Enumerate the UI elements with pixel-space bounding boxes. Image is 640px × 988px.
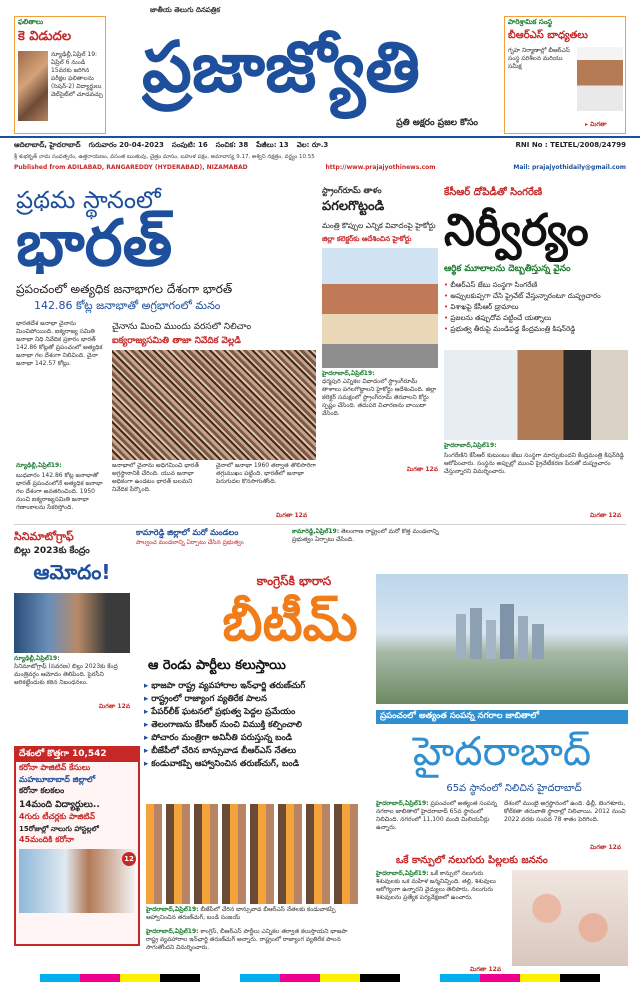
singareni-text: సింగరేణిని కేసీఆర్ కుటుంబం జేబు సంస్థగా మార్చుకుందని కేంద్రమంత్రి కిషన్‌రెడ్డి ఆరోపించారు. సంస్థను అప్పుల్లో ముంచి ప్రైవేటీకరణ పేరుతో దుష్ప్రచారం చేస్తున్నారని విమర్శించారు. [444,452,624,475]
btm-headline[interactable]: బీటీమ్ [222,593,358,653]
kishan-photo [444,350,628,440]
rni-number: RNI No : TELTEL/2008/24799 [515,141,626,149]
lead-col-1: బుధవారం 142.86 కోట్ల జనాభాతో భారత్ ప్రపంచంలోనే అత్యధిక జనాభా గల దేశంగా అవతరించింది. 1950 నుంచి ఐక్యరాజ్యసమితి జనాభా గణాంకాలను సేకరిస్తోంది. [16,472,103,511]
birth-headline[interactable]: ఒకే కాన్పులో నలుగురు పిల్లలకు జననం [396,855,548,866]
btm-points [144,680,376,776]
left-teaser-kicker: ఫలితాలు [18,18,44,26]
bjp-photo-caption [146,906,360,926]
hyderabad-col-1-text: ప్రపంచంలో అత్యంత సంపన్న నగరాల జాబితాలో హైదరాబాద్ 65వ స్థానంలో నిలిచింది. నగరంలో 11,100 మంది మిలియనీర్లు ఉన్నారు. [376,800,497,831]
singareni-point: • ప్రజలను తప్పుదోవ పట్టించే యత్నాలు [444,313,628,324]
panchangam: శ్రీ శుభకృత్ నామ సంవత్సరం, ఉత్తరాయణం, వసంత ఋతువు, చైత్రం మాసం, బహుళ పక్షం, అమావాస్య 9.17, అశ్విని నక్షత్రం, వర్జ్యం 10.55 [14,154,315,160]
minister-photo [14,593,130,653]
singareni-point: • ప్రభుత్వ తీరుపై మండిపడ్డ కేంద్రమంత్రి కిషన్‌రెడ్డి [444,324,628,335]
covid-test-photo [19,849,135,913]
singareni-headline[interactable]: నిర్వీర్యం [444,205,589,256]
lead-intro [16,320,106,460]
hyderabad-more[interactable]: మిగతా 12వ [590,844,622,851]
price: వెల: రూ.3 [296,141,329,149]
singareni-more[interactable]: మిగతా 12వ [590,512,622,519]
covid-line-2: కరోనా పాజిటివ్ కేసులు [19,763,91,772]
singareni-kicker: కేసీఆర్ దోపిడీతో సింగరేణి [444,187,543,198]
btm-point: ▸ బీజేపీలో చేరిన బాన్సువాడ బీఆర్ఎస్ నేతలు [144,745,376,758]
left-teaser-headline: కె విడుదల [18,29,72,44]
newspaper-tagline: జాతీయ తెలుగు దినపత్రిక [150,6,220,14]
newspaper-title[interactable]: ప్రజాజ్యోతి [142,26,420,108]
btm-subhead: ఆ రెండు పార్టీలు కలుస్తాయి [148,658,286,673]
right-teaser-kicker: పారిశ్రామిక సంస్థ [508,18,553,26]
singareni-subhead: ఆర్థిక మూలాలను దెబ్బతీస్తున్న వైనం [444,264,571,274]
btm-kicker: కాంగ్రెస్‌కి భారాస [256,574,332,588]
volume: సంపుటి: 16 [171,141,208,149]
edition: ఆదిలాబాద్, హైదరాబాద్ [14,141,81,149]
bjp-caption-dateline: హైదరాబాద్,ఏప్రిల్19: [146,906,199,913]
btm-point: ▸ కండువాకప్పి ఆహ్వానించిన తరుణ్‌చుగ్, బండి [144,758,376,771]
hyderabad-skyline-photo [376,574,628,704]
sidebar-subhead: మంత్రి కొప్పుల ఎన్నిక వివాదంపై హైకోర్టు [322,221,436,230]
china-line: చైనాను మించి ముందు వరసలో నిలిచాం [112,322,252,332]
un-line: ఐక్యరాజ్యసమితి తాజా నివేదిక వెల్లడి [112,336,241,346]
covid-item-2: 4గురు టీచర్లకు పాజిటివ్ [19,812,95,821]
btm-point: ▸ పోచారం మంత్రిగా అవినీతి పరుస్తున్న బండి [144,732,376,745]
covid-item-4: 45మందికి కరోనా [19,835,74,844]
kamareddy-body: తెలంగాణ రాష్ట్రంలో మరో కొత్త మండలాన్ని ప్రభుత్వం ఏర్పాటు చేసింది. [292,528,439,543]
bjp-caption-text: బీజేపీలో చేరిన బాన్సువాడ బీఆర్ఎస్ నేతలకు కండువాకప్పి ఆహ్వానించిన తరుణ్‌చుగ్, బండి సంజయ్ [146,906,336,921]
btm-point: ▸ రాష్ట్రంలో రాజ్యాంగ వ్యతిరేక పాలన [144,693,376,706]
right-teaser-text: గృహ నిర్మాణాల్లో బీఆర్ఎస్ సంస్థ పరిశీలన మరియు సమీక్ష [508,47,570,70]
bjp-joining-photo [146,804,360,904]
mail-link[interactable]: Mail: prajajyothidaily@gmail.com [513,164,626,171]
published-from: Published from ADILABAD, RANGAREDDY (HYDERABAD), NIZAMABAD [14,164,248,171]
sidebar-note: జిల్లా కలెక్టర్‌కు ఆదేశించిన హైకోర్టు [322,235,412,243]
cinema-headline: ఆమోదం! [33,560,111,584]
sidebar-dateline: హైదరాబాద్,ఏప్రిల్19: [322,370,375,377]
birth-story [376,870,508,966]
sidebar-more[interactable]: మిగతా 12వ [406,466,438,473]
covid-item-1: 14మంది విద్యార్థులు.. [19,800,100,810]
newborns-photo [512,870,628,966]
official-portrait [577,47,623,111]
btm-dateline: హైదరాబాద్,ఏప్రిల్19: [146,928,199,935]
btm-story-text [146,928,360,968]
lead-col-2: జనాభాలో చైనాను అధిగమించి భారత్ అగ్రస్థానానికి చేరింది. యువ జనాభా అధికంగా ఉండటం భారత్ బలమని నివేదిక పేర్కొంది. [112,462,200,493]
birth-more[interactable]: మిగతా 12వ [470,966,502,973]
kamareddy-label: కామారెడ్డి జిల్లాలో మరో మండలం [136,528,239,537]
covid-item-3: 15రోజుల్లో నాలుగు హాస్టల్లలో [19,825,99,833]
website-link[interactable]: http://www.prajajyothinews.com [325,164,436,171]
birth-text: ఒకే కాన్పులో నలుగురు శిశువులకు ఒక మహిళ జన్మనిచ్చింది. తల్లి, శిశువులు ఆరోగ్యంగా ఉన్నారని వైద్యులు తెలిపారు. నలుగురు శిశువులను ప్రత్యేక పర్యవేక్షణలో ఉంచారు. [376,870,496,901]
sidebar-story[interactable] [322,186,438,522]
hyderabad-col-1 [376,800,498,850]
left-teaser-text: న్యూఢిల్లీ,ఏప్రిల్ 19: ఏప్రిల్ 6 నుండి 15వరకు జరిగిన పరీక్షల ఫలితాలను (సెషన్-2) విద్యార్థులు వెబ్‌సైట్‌లో చూడవచ్చు [51,51,103,98]
btm-point: ▸ పేపర్‌లీక్ ఘటనలో ప్రభుత్వ పెద్దల ప్రమేయం [144,706,376,719]
lead-col-3: చైనాలో జనాభా 1960 తర్వాత తొలిసారిగా తగ్గుముఖం పట్టింది. భారత్‌లో జనాభా పెరుగుదల కొనసాగుతోంది. [216,462,316,485]
hyderabad-col-2: దేశంలో ముంబై అగ్రస్థానంలో ఉంది. ఢిల్లీ, బెంగళూరు, కోల్‌కతా తరువాతి స్థానాల్లో నిలిచాయి. 2012 నుంచి 2022 వరకు సంపద 78 శాతం పెరిగింది. [504,800,626,823]
cinema-text: సినిమాటోగ్రాఫ్ (సవరణ) బిల్లు 2023కు కేంద్ర మంత్రివర్గం ఆమోదం తెలిపింది. పైరసీని అరికట్టేందుకు కఠిన నిబంధనలు. [14,663,118,686]
lead-kicker: ప్రథమ స్థానంలో [16,186,161,214]
kamareddy-dateline: కామారెడ్డి,ఏప్రిల్19: [292,528,340,535]
sidebar-kicker: స్ట్రాంగ్‌రూమ్ తాళం [322,186,382,195]
lead-deck: 142.86 కోట్ల జనాభాతో అగ్రభాగంలో మనం [34,299,221,312]
covid-page-tag: 12 [122,852,136,866]
singareni-point: • విశాఖపై కేసీఆర్ డ్రామాలు [444,302,628,313]
sidebar-headline: పగలగొట్టండి [322,199,385,214]
btm-point: ▸ తెలంగాణను కేసీఆర్ నుంచి విముక్తి కల్పించాలి [144,719,376,732]
cinema-story[interactable] [14,530,130,742]
divider [14,524,626,525]
singareni-point: • అప్పులకుప్పగా చేసి ప్రైవేట్ వేస్తున్నారంటూ దుష్ప్రచారం [444,291,628,302]
cinema-title: బిల్లు 2023కు కేంద్రం [14,546,90,556]
singareni-points [444,280,628,346]
btm-text: కాంగ్రెస్, బీఆర్ఎస్ పార్టీలు ఎన్నికల తర్వాత కలుస్తాయని భాజపా రాష్ట్ర వ్యవహారాల ఇన్‌ఛార్జి తరుణ్‌చుగ్ అన్నారు. రాష్ట్రంలో రాజ్యాంగ వ్యతిరేక పాలన సాగుతోందని విమర్శించారు. [146,928,348,951]
high-court-photo [322,248,438,368]
lead-intro-text: భారతదేశ జనాభా చైనాను మించిపోయింది. ఐక్యరాజ్య సమితి జనాభా నిధి నివేదిక ప్రకారం భారత్ 142.86 కోట్లతో ప్రపంచంలో అత్యధిక జనాభా గల దేశంగా నిలిచింది. చైనా జనాభా 142.57 కోట్లు. [16,320,103,367]
hyderabad-subhead: 65వ స్థానంలో నిలిచిన హైదరాబాద్ [446,783,582,794]
covid-line-3: మహబూబాబాద్ జిల్లాలో [19,775,96,784]
students-photo [18,51,48,121]
sidebar-text: ధర్మపురి ఎన్నికల వివాదంలో స్ట్రాంగ్‌రూమ్ తాళాలు పగలగొట్టాలని హైకోర్టు ఆదేశించింది. జిల్లా కలెక్టర్ సమక్షంలో స్ట్రాంగ్‌రూమ్ తెరవాలని కోర్టు స్పష్టం చేసింది. తదుపరి విచారణను వాయిదా వేసింది. [322,378,437,417]
covid-box[interactable] [14,746,140,946]
right-teaser-more[interactable]: ▸ మిగతా [585,121,607,128]
crowd-photo [112,350,316,460]
covid-line-4: కరోనా కలకలం [19,786,65,795]
birth-dateline: హైదరాబాద్,ఏప్రిల్19: [376,870,429,877]
hyderabad-headline[interactable]: హైదరాబాద్ [412,729,592,775]
right-teaser-box[interactable] [504,16,626,134]
kishan-caption: హైదరాబాద్,ఏప్రిల్19: [444,442,497,449]
singareni-point: • బీఆర్ఎస్ జేబు సంస్థగా సింగరేణి [444,280,628,291]
lead-headline[interactable]: భారత్ [16,207,173,281]
kamareddy-text [292,528,440,562]
btm-point: ▸ భాజపా రాష్ట్ర వ్యవహారాల ఇన్‌ఛార్జి తరుణ్‌చుగ్ [144,680,376,693]
issue-date: గురువారం 20-04-2023 [88,141,164,149]
left-teaser-box[interactable] [14,16,106,134]
newspaper-motto: ప్రతి అక్షరం ప్రజల కోసం [396,118,478,128]
lead-more[interactable]: మిగతా 12వ [276,512,308,519]
kamareddy-sub: పాల్వంచ మండలాన్ని ఏర్పాటు చేసిన ప్రభుత్వం [136,539,244,546]
cinema-more[interactable]: మిగతా 12వ [98,703,130,710]
issue-number: సంచిక: 38 [215,141,249,149]
cinema-kicker: సినిమాటోగ్రాఫ్ [14,530,74,543]
covid-kicker: దేశంలో కొత్తగా 10,542 [16,748,138,762]
right-teaser-headline: బీఆర్ఎస్ బాధ్యతలు [508,30,588,41]
hyderabad-kicker: ప్రపంచంలో అత్యంత సంపన్న నగరాల జాబితాలో [376,710,628,724]
lead-subhead: ప్రపంచంలో అత్యధిక జనాభాగల దేశంగా భారత్ [16,282,233,296]
hyderabad-dateline: హైదరాబాద్,ఏప్రిల్19: [376,800,429,807]
page-count: పేజీలు: 13 [256,141,289,149]
info-bar [0,136,640,176]
color-registration-strip [40,974,600,982]
lead-dateline: న్యూఢిల్లీ,ఏప్రిల్19: [16,462,62,469]
cinema-dateline: న్యూఢిల్లీ,ఏప్రిల్19: [14,655,60,662]
